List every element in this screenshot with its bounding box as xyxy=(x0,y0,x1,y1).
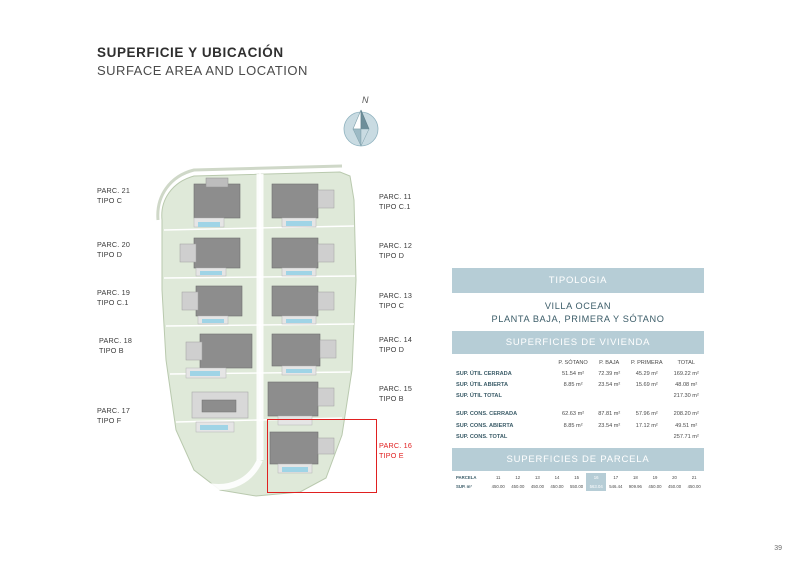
viviendas-cell-sotano: 8.85 m² xyxy=(563,422,583,429)
viviendas-cell-sotano xyxy=(553,431,594,442)
parcela-cell: 450.00 xyxy=(550,484,564,490)
viviendas-cell-baja: 87.81 m² xyxy=(598,411,621,418)
parcel-label-p14 xyxy=(379,335,412,356)
parcela-row-label-0: PARCELA xyxy=(456,475,477,481)
table-spacer-row xyxy=(452,402,704,409)
table-row xyxy=(452,431,704,442)
parcel-label-number: PARC. 19 xyxy=(97,288,131,297)
parcela-cell: 909.96 xyxy=(628,484,642,490)
parcela-row xyxy=(452,482,704,491)
viviendas-cell-label: SUP. ÚTIL CERRADA xyxy=(456,370,512,377)
parcel-label-p17 xyxy=(97,406,130,427)
parcela-cell: 18 xyxy=(632,475,638,481)
viviendas-table-header-row xyxy=(452,357,704,368)
viviendas-cell-label: SUP. CONS. CERRADA xyxy=(456,411,518,418)
parcel-label-number: PARC. 21 xyxy=(97,186,131,195)
parcel-label-type: TIPO D xyxy=(379,251,405,261)
parcel-label-number: PARC. 15 xyxy=(379,384,413,393)
parcel-label-p21 xyxy=(97,186,130,207)
parcela-cell: 450.00 xyxy=(511,484,525,490)
tipologia-body xyxy=(452,293,704,331)
viviendas-cell-sotano: 8.85 m² xyxy=(563,381,583,388)
viviendas-cell-label: SUP. ÚTIL TOTAL xyxy=(456,393,502,400)
viviendas-cell-primera: 57.96 m² xyxy=(635,411,658,418)
viviendas-col-header: P. BAJA xyxy=(599,359,620,366)
parcela-cell: 20 xyxy=(672,475,677,481)
parcel-label-p20 xyxy=(97,240,130,261)
parcel-label-p12 xyxy=(379,241,412,262)
table-row xyxy=(452,409,704,420)
parcel-label-number: PARC. 16 xyxy=(379,441,413,450)
viviendas-cell-baja: 23.54 m² xyxy=(598,381,621,388)
tipologia-line-2: PLANTA BAJA, PRIMERA Y SÓTANO xyxy=(491,314,665,324)
parcela-cell: 450.00 xyxy=(687,484,701,490)
compass-icon xyxy=(335,97,395,157)
parcela-cell: 21 xyxy=(691,475,697,481)
viviendas-cell-total: 49.51 m² xyxy=(675,422,698,429)
parcel-label-type: TIPO E xyxy=(379,451,404,461)
parcel-label-number: PARC. 13 xyxy=(379,291,413,300)
viviendas-cell-total: 48.08 m² xyxy=(675,381,698,388)
parcel-label-p13 xyxy=(379,291,412,312)
viviendas-cell-sotano xyxy=(553,391,594,402)
viviendas-cell-primera xyxy=(625,391,668,402)
parcel-label-p18 xyxy=(99,336,132,357)
parcel-label-type: TIPO B xyxy=(99,346,124,356)
parcel-label-p15 xyxy=(379,384,412,405)
parcel-label-p19 xyxy=(97,288,130,309)
parcela-row xyxy=(452,473,704,482)
parcela-cell: 13 xyxy=(535,475,540,481)
viviendas-table-body xyxy=(452,368,704,442)
parcel-label-type: TIPO C xyxy=(97,196,123,206)
parcela-cell: 14 xyxy=(554,475,560,481)
viviendas-col-header: P. SÓTANO xyxy=(558,359,588,366)
parcel-label-p16 xyxy=(379,441,412,462)
parcel-label-type: TIPO C.1 xyxy=(97,298,129,308)
page-title xyxy=(97,44,308,80)
table-row xyxy=(452,420,704,431)
parcel-label-type: TIPO C.1 xyxy=(379,202,411,212)
viviendas-cell-primera: 17.12 m² xyxy=(635,422,658,429)
viviendas-cell-baja xyxy=(593,431,625,442)
tipologia-line-1: VILLA OCEAN xyxy=(544,301,612,311)
title-spanish: SUPERFICIE Y UBICACIÓN xyxy=(97,45,284,60)
parcela-cell: 12 xyxy=(515,475,521,481)
tipologia-header: TIPOLOGIA xyxy=(452,268,704,293)
viviendas-cell-primera: 15.69 m² xyxy=(635,381,658,388)
specs-panel xyxy=(452,268,704,491)
table-spacer-cell xyxy=(452,402,704,409)
parcel-label-type: TIPO F xyxy=(97,416,122,426)
viviendas-cell-label: SUP. CONS. TOTAL xyxy=(456,433,508,440)
parcel-label-number: PARC. 20 xyxy=(97,240,131,249)
table-row xyxy=(452,391,704,402)
parcela-row-label-1: SUP. m² xyxy=(456,484,472,490)
parcel-label-number: PARC. 11 xyxy=(379,192,412,201)
table-row xyxy=(452,368,704,379)
viviendas-cell-label: SUP. ÚTIL ABIERTA xyxy=(456,381,509,388)
parcel-label-type: TIPO D xyxy=(379,345,405,355)
parcela-cell: 15 xyxy=(574,475,579,481)
parcela-cell: 16 xyxy=(586,473,606,482)
compass-rose xyxy=(335,97,395,157)
parcela-cell: 563.04 xyxy=(586,482,606,491)
viviendas-cell-sotano: 51.54 m² xyxy=(562,370,585,377)
parcela-header: SUPERFICIES DE PARCELA xyxy=(452,448,704,471)
parcel-label-type: TIPO D xyxy=(97,250,123,260)
viviendas-table xyxy=(452,357,704,442)
parcela-cell: 450.00 xyxy=(667,484,682,490)
parcela-cell: 550.00 xyxy=(570,484,584,490)
viviendas-cell-primera xyxy=(625,431,668,442)
parcel-label-number: PARC. 12 xyxy=(379,241,413,250)
viviendas-col-header: TOTAL xyxy=(677,359,695,366)
parcel-label-number: PARC. 14 xyxy=(379,335,413,344)
parcela-cell: 450.00 xyxy=(530,484,544,490)
parcel-label-type: TIPO C xyxy=(379,301,405,311)
table-row xyxy=(452,379,704,390)
parcela-cell: 450.00 xyxy=(648,484,662,490)
viviendas-header: SUPERFICIES DE VIVIENDA xyxy=(452,331,704,354)
viviendas-col-header: P. PRIMERA xyxy=(630,359,663,366)
parcel-label-number: PARC. 18 xyxy=(99,336,133,345)
parcela-cell: 17 xyxy=(613,475,619,481)
viviendas-cell-total: 217.30 m² xyxy=(673,393,699,400)
parcela-cell: 546.44 xyxy=(609,484,623,490)
parcel-16-highlight xyxy=(267,419,377,493)
compass-north-label: N xyxy=(362,95,369,105)
viviendas-cell-total: 257.71 m² xyxy=(673,433,699,440)
viviendas-col-header xyxy=(452,357,553,368)
parcela-cell: 450.00 xyxy=(491,484,505,490)
viviendas-cell-primera: 45.29 m² xyxy=(635,370,658,377)
parcel-label-type: TIPO B xyxy=(379,394,404,404)
viviendas-cell-total: 208.20 m² xyxy=(673,411,699,418)
parcela-cell: 11 xyxy=(495,475,501,481)
parcela-table-body xyxy=(452,473,704,491)
viviendas-cell-baja: 72.39 m² xyxy=(598,370,621,377)
page-number: 39 xyxy=(774,545,782,552)
title-english: SURFACE AREA AND LOCATION xyxy=(97,63,308,79)
parcel-label-number: PARC. 17 xyxy=(97,406,131,415)
viviendas-cell-sotano: 62.63 m² xyxy=(562,411,585,418)
viviendas-cell-total: 169.22 m² xyxy=(673,370,699,377)
viviendas-cell-label: SUP. CONS. ABIERTA xyxy=(456,422,514,429)
viviendas-cell-baja: 23.54 m² xyxy=(598,422,621,429)
parcela-table xyxy=(452,473,704,491)
viviendas-cell-baja xyxy=(593,391,625,402)
parcela-cell: 19 xyxy=(652,475,658,481)
parcel-label-p11 xyxy=(379,192,412,213)
